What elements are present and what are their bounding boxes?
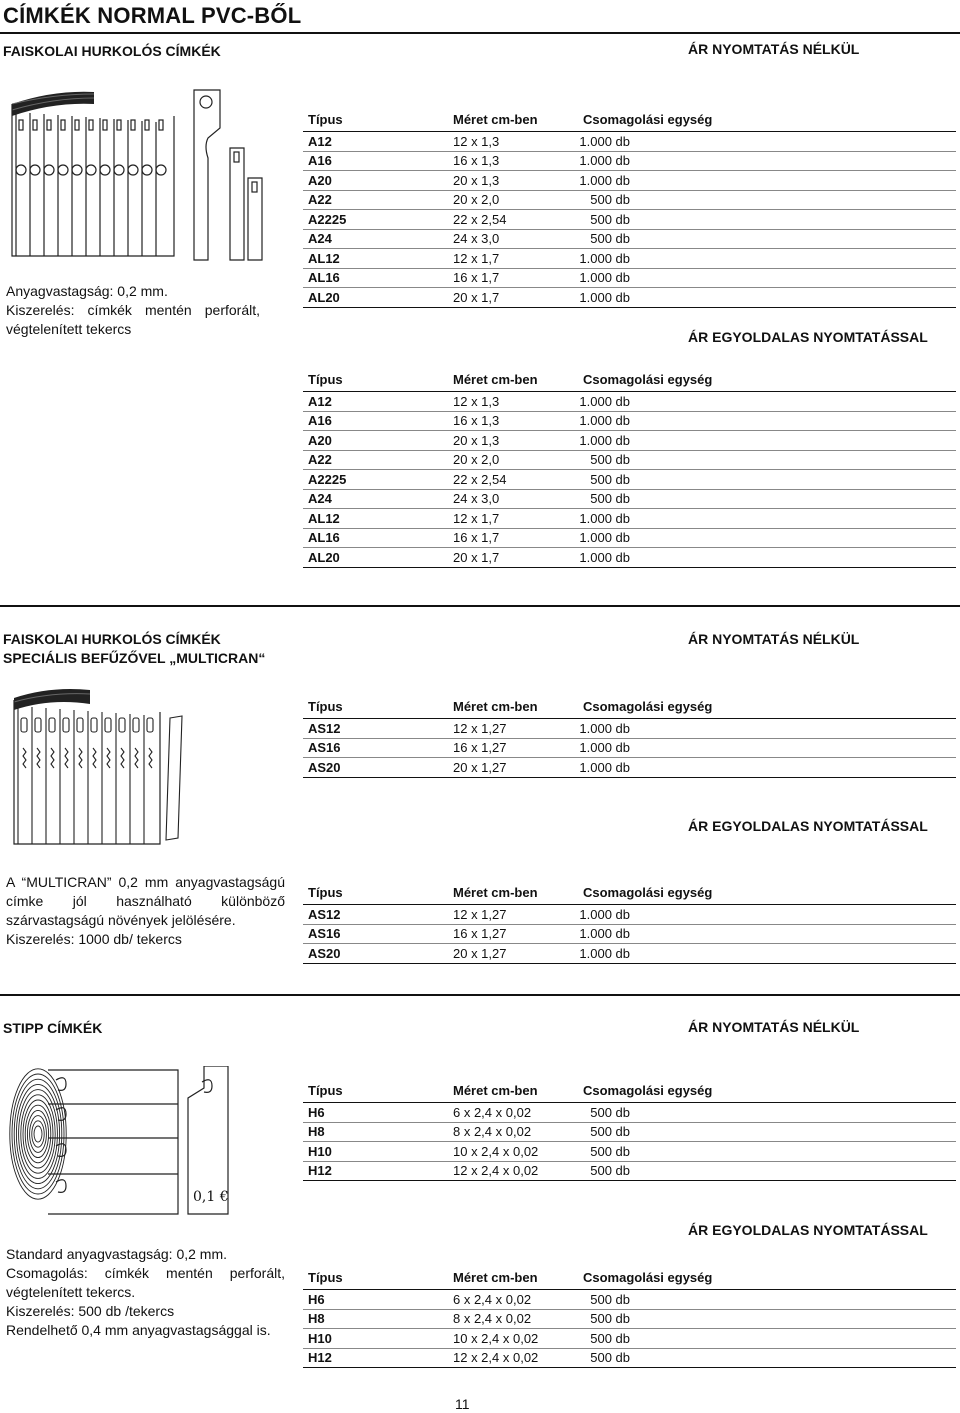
section-divider <box>0 605 960 607</box>
tag-teeth <box>121 748 124 768</box>
cell-unit-value: 1.000 db <box>579 289 630 305</box>
cell-size: 12 x 2,4 x 0,02 <box>448 1348 578 1368</box>
cell-size: 12 x 1,27 <box>448 719 578 739</box>
cell-size: 20 x 2,0 <box>448 190 578 210</box>
table-row <box>303 509 956 529</box>
cell-size: 16 x 1,7 <box>448 268 578 288</box>
tag-loop <box>156 165 166 175</box>
table-row <box>303 1309 956 1329</box>
section3-table-print <box>303 1265 956 1368</box>
tag-slot <box>105 718 111 732</box>
cell-size: 10 x 2,4 x 0,02 <box>448 1329 578 1349</box>
tag-slot <box>131 120 135 130</box>
tag-slot <box>117 120 121 130</box>
page-title: CÍMKÉK NORMAL PVC-BŐL <box>3 3 302 28</box>
cell-unit <box>578 249 956 269</box>
tag-slot <box>49 718 55 732</box>
table-row <box>303 548 956 568</box>
col-unit: Csomagolási egység <box>578 107 956 132</box>
cell-type: H6 <box>303 1103 448 1123</box>
cell-unit <box>578 392 956 412</box>
tag-loop <box>86 165 96 175</box>
cell-size: 8 x 2,4 x 0,02 <box>448 1122 578 1142</box>
roll-coil <box>12 1074 64 1194</box>
col-unit: Csomagolási egység <box>578 1078 956 1103</box>
cell-unit <box>578 489 956 509</box>
cell-type: A12 <box>303 392 448 412</box>
tag-slot <box>61 120 65 130</box>
cell-type: AS20 <box>303 944 448 964</box>
col-unit: Csomagolási egység <box>578 367 956 392</box>
table-row <box>303 905 956 925</box>
tag-teeth <box>37 748 40 768</box>
cell-unit-value: 500 db <box>590 1291 630 1307</box>
tag-teeth <box>65 748 68 768</box>
cell-unit-value: 1.000 db <box>579 250 630 266</box>
table-row <box>303 528 956 548</box>
cell-type: AL20 <box>303 288 448 308</box>
cell-type: AS12 <box>303 905 448 925</box>
cell-unit-value: 500 db <box>590 1311 630 1327</box>
section2-table-no-print <box>303 694 956 778</box>
table-row <box>303 392 956 412</box>
table-row <box>303 190 956 210</box>
cell-type: H8 <box>303 1309 448 1329</box>
col-size: Méret cm-ben <box>448 694 578 719</box>
cell-type: A2225 <box>303 470 448 490</box>
roll-coil <box>34 1126 42 1142</box>
cell-unit <box>578 905 956 925</box>
section2-label-print: ÁR EGYOLDALAS NYOMTATÁSSAL <box>688 818 928 834</box>
cell-unit <box>578 132 956 152</box>
cell-type: H12 <box>303 1348 448 1368</box>
cell-type: AL12 <box>303 249 448 269</box>
cell-size: 12 x 2,4 x 0,02 <box>448 1161 578 1181</box>
cell-size: 20 x 1,3 <box>448 431 578 451</box>
cell-size: 10 x 2,4 x 0,02 <box>448 1142 578 1162</box>
cell-unit <box>578 229 956 249</box>
table-row <box>303 210 956 230</box>
section1-description <box>6 282 260 339</box>
section2-heading-line1: FAISKOLAI HURKOLÓS CÍMKÉK <box>3 631 221 647</box>
section2-heading <box>3 630 265 668</box>
section1-label-no-print: ÁR NYOMTATÁS NÉLKÜL <box>688 41 860 57</box>
cell-type: AS16 <box>303 924 448 944</box>
tag-teeth <box>79 748 82 768</box>
cell-size: 24 x 3,0 <box>448 229 578 249</box>
cell-type: A20 <box>303 431 448 451</box>
cell-unit-value: 1.000 db <box>579 740 630 756</box>
tag-teeth <box>23 748 26 768</box>
cell-type: A16 <box>303 151 448 171</box>
tag-loop <box>114 165 124 175</box>
table-row <box>303 411 956 431</box>
cell-size: 16 x 1,27 <box>448 738 578 758</box>
tag-slot <box>63 718 69 732</box>
table-row <box>303 924 956 944</box>
roll-coil <box>21 1095 55 1173</box>
cell-size: 12 x 1,7 <box>448 509 578 529</box>
tag-slot <box>103 120 107 130</box>
multicran-roll-illustration <box>10 688 195 848</box>
stipp-tag-price: 0,1 € <box>193 1189 229 1205</box>
tag-teeth <box>149 748 152 768</box>
cell-type: H10 <box>303 1329 448 1349</box>
table-row <box>303 450 956 470</box>
cell-unit-value: 1.000 db <box>579 530 630 546</box>
section3-desc-line: Rendelhető 0,4 mm anyagvastagsággal is. <box>6 1322 271 1338</box>
section2-label-no-print: ÁR NYOMTATÁS NÉLKÜL <box>688 631 860 647</box>
cell-type: AL16 <box>303 268 448 288</box>
cell-size: 12 x 1,27 <box>448 905 578 925</box>
table-row <box>303 151 956 171</box>
cell-type: H12 <box>303 1161 448 1181</box>
cell-unit <box>578 431 956 451</box>
cell-unit <box>578 1142 956 1162</box>
section3-desc-line: Csomagolás: címkék mentén perforált, <box>6 1265 285 1281</box>
tag-slot <box>33 120 37 130</box>
cell-unit <box>578 924 956 944</box>
tag-slot <box>91 718 97 732</box>
section1-desc-line: Anyagvastagság: 0,2 mm. <box>6 283 168 299</box>
cell-type: A24 <box>303 229 448 249</box>
cell-size: 20 x 1,3 <box>448 171 578 191</box>
cell-unit-value: 1.000 db <box>579 510 630 526</box>
cell-type: AS12 <box>303 719 448 739</box>
table-row <box>303 1142 956 1162</box>
col-size: Méret cm-ben <box>448 107 578 132</box>
col-type: Típus <box>303 107 448 132</box>
section3-desc-line: Standard anyagvastagság: 0,2 mm. <box>6 1246 228 1262</box>
cell-unit <box>578 719 956 739</box>
cell-unit-value: 500 db <box>590 452 630 468</box>
cell-size: 22 x 2,54 <box>448 210 578 230</box>
cell-type: A24 <box>303 489 448 509</box>
table-row <box>303 470 956 490</box>
tag-slot <box>77 718 83 732</box>
table-row <box>303 431 956 451</box>
col-type: Típus <box>303 880 448 905</box>
cell-unit <box>578 470 956 490</box>
section3-heading: STIPP CÍMKÉK <box>3 1020 103 1036</box>
cell-type: A22 <box>303 190 448 210</box>
cell-size: 12 x 1,3 <box>448 392 578 412</box>
cell-unit-value: 1.000 db <box>579 153 630 169</box>
cell-unit-value: 1.000 db <box>579 759 630 775</box>
tag-loop <box>128 165 138 175</box>
col-unit: Csomagolási egység <box>578 694 956 719</box>
section2-desc-line: címke jól használható különböző <box>6 893 285 909</box>
section1-table-print <box>303 367 956 568</box>
section2-desc-line: A “MULTICRAN” 0,2 mm anyagvastagságú <box>6 874 285 890</box>
section3-desc-line: Kiszerelés: 500 db /tekercs <box>6 1303 175 1319</box>
section3-table-no-print <box>303 1078 956 1181</box>
page-number: 11 <box>455 1396 470 1412</box>
cell-unit <box>578 411 956 431</box>
table-row <box>303 171 956 191</box>
cell-type: A20 <box>303 171 448 191</box>
cell-unit <box>578 288 956 308</box>
cell-size: 12 x 1,7 <box>448 249 578 269</box>
tag-slot <box>145 120 149 130</box>
tag-loop <box>72 165 82 175</box>
cell-size: 20 x 1,27 <box>448 944 578 964</box>
section2-table-print <box>303 880 956 964</box>
roll-coil <box>14 1079 62 1189</box>
section2-description <box>6 873 285 949</box>
col-type: Típus <box>303 367 448 392</box>
cell-size: 16 x 1,3 <box>448 411 578 431</box>
cell-type: AL20 <box>303 548 448 568</box>
cell-type: AL16 <box>303 528 448 548</box>
tag-slot <box>35 718 41 732</box>
cell-size: 24 x 3,0 <box>448 489 578 509</box>
cell-unit-value: 500 db <box>590 192 630 208</box>
roll-coil <box>19 1090 58 1179</box>
cell-type: A2225 <box>303 210 448 230</box>
section1-desc-line: Kiszerelés: címkék mentén perforált, <box>6 302 260 318</box>
table-row <box>303 1290 956 1310</box>
table-row <box>303 758 956 778</box>
cell-size: 20 x 1,27 <box>448 758 578 778</box>
cell-type: AL12 <box>303 509 448 529</box>
table-row <box>303 944 956 964</box>
cell-size: 16 x 1,7 <box>448 528 578 548</box>
table-row <box>303 719 956 739</box>
table-row <box>303 1103 956 1123</box>
table-row <box>303 132 956 152</box>
cell-size: 16 x 1,3 <box>448 151 578 171</box>
section3-label-print: ÁR EGYOLDALAS NYOMTATÁSSAL <box>688 1222 928 1238</box>
section3-desc-line: végtelenített tekercs. <box>6 1284 136 1300</box>
cell-unit <box>578 1122 956 1142</box>
cell-type: H6 <box>303 1290 448 1310</box>
section2-desc-line: szárvastagságú növények jelölésére. <box>6 912 236 928</box>
cell-unit-value: 500 db <box>590 471 630 487</box>
cell-unit-value: 500 db <box>590 1124 630 1140</box>
cell-unit-value: 500 db <box>590 1330 630 1346</box>
cell-unit <box>578 1348 956 1368</box>
roll-coil <box>25 1105 51 1163</box>
cell-unit-value: 1.000 db <box>579 720 630 736</box>
table-row <box>303 489 956 509</box>
cell-unit-value: 1.000 db <box>579 172 630 188</box>
cell-size: 12 x 1,3 <box>448 132 578 152</box>
cell-unit-value: 1.000 db <box>579 393 630 409</box>
tag-slot <box>133 718 139 732</box>
cell-unit <box>578 944 956 964</box>
section3-description <box>6 1245 285 1340</box>
table-row <box>303 288 956 308</box>
tag-slot <box>159 120 163 130</box>
section1-heading: FAISKOLAI HURKOLÓS CÍMKÉK <box>3 43 221 59</box>
cell-type: A16 <box>303 411 448 431</box>
col-unit: Csomagolási egység <box>578 1265 956 1290</box>
cell-unit-value: 500 db <box>590 231 630 247</box>
cell-size: 6 x 2,4 x 0,02 <box>448 1103 578 1123</box>
cell-unit-value: 1.000 db <box>579 413 630 429</box>
cell-unit <box>578 548 956 568</box>
cell-unit <box>578 450 956 470</box>
cell-unit <box>578 151 956 171</box>
cell-unit-value: 1.000 db <box>579 549 630 565</box>
cell-type: AS20 <box>303 758 448 778</box>
col-size: Méret cm-ben <box>448 1078 578 1103</box>
cell-unit <box>578 171 956 191</box>
tag-loop <box>58 165 68 175</box>
table-row <box>303 1122 956 1142</box>
table-row <box>303 268 956 288</box>
cell-unit <box>578 758 956 778</box>
cell-unit <box>578 528 956 548</box>
col-type: Típus <box>303 694 448 719</box>
cell-size: 22 x 2,54 <box>448 470 578 490</box>
cell-unit-value: 500 db <box>590 1143 630 1159</box>
cell-size: 20 x 1,7 <box>448 548 578 568</box>
cell-type: AS16 <box>303 738 448 758</box>
table-row <box>303 249 956 269</box>
tag-slot <box>19 120 23 130</box>
cell-unit-value: 500 db <box>590 1163 630 1179</box>
table-row <box>303 1329 956 1349</box>
table-row <box>303 229 956 249</box>
cell-size: 6 x 2,4 x 0,02 <box>448 1290 578 1310</box>
cell-type: A22 <box>303 450 448 470</box>
col-type: Típus <box>303 1265 448 1290</box>
cell-unit-value: 500 db <box>590 211 630 227</box>
tag-slot <box>47 120 51 130</box>
cell-size: 20 x 2,0 <box>448 450 578 470</box>
tag-slot <box>21 718 27 732</box>
section-divider <box>0 994 960 996</box>
cell-unit-value: 1.000 db <box>579 945 630 961</box>
cell-unit-value: 1.000 db <box>579 133 630 149</box>
tag-loop <box>16 165 26 175</box>
tag-loop <box>44 165 54 175</box>
tag-loop <box>100 165 110 175</box>
section2-heading-line2: SPECIÁLIS BEFŰZŐVEL „MULTICRAN“ <box>3 650 266 666</box>
col-size: Méret cm-ben <box>448 1265 578 1290</box>
cell-unit-value: 1.000 db <box>579 270 630 286</box>
roll-coil <box>27 1110 48 1157</box>
loop-tag-roll-illustration <box>8 88 270 268</box>
cell-unit <box>578 1329 956 1349</box>
title-rule <box>0 32 960 34</box>
cell-unit <box>578 1161 956 1181</box>
tag-teeth <box>51 748 54 768</box>
tag-slot <box>119 718 125 732</box>
section1-label-print: ÁR EGYOLDALAS NYOMTATÁSSAL <box>688 329 928 345</box>
tag-teeth <box>107 748 110 768</box>
table-row <box>303 1348 956 1368</box>
cell-unit-value: 500 db <box>590 491 630 507</box>
tag-teeth <box>93 748 96 768</box>
cell-unit <box>578 190 956 210</box>
section2-desc-line: Kiszerelés: 1000 db/ tekercs <box>6 931 182 947</box>
cell-size: 8 x 2,4 x 0,02 <box>448 1309 578 1329</box>
section3-label-no-print: ÁR NYOMTATÁS NÉLKÜL <box>688 1019 860 1035</box>
tag-slot <box>89 120 93 130</box>
cell-unit <box>578 509 956 529</box>
cell-type: H8 <box>303 1122 448 1142</box>
cell-unit <box>578 210 956 230</box>
col-type: Típus <box>303 1078 448 1103</box>
cell-unit-value: 500 db <box>590 1104 630 1120</box>
cell-unit-value: 500 db <box>590 1350 630 1366</box>
cell-size: 20 x 1,7 <box>448 288 578 308</box>
section1-desc-line: végtelenített tekercs <box>6 321 132 337</box>
tag-slot <box>147 718 153 732</box>
cell-size: 16 x 1,27 <box>448 924 578 944</box>
table-row <box>303 1161 956 1181</box>
cell-unit <box>578 1309 956 1329</box>
cell-type: H10 <box>303 1142 448 1162</box>
col-size: Méret cm-ben <box>448 367 578 392</box>
tag-loop <box>30 165 40 175</box>
cell-type: A12 <box>303 132 448 152</box>
cell-unit-value: 1.000 db <box>579 432 630 448</box>
cell-unit <box>578 1290 956 1310</box>
cell-unit-value: 1.000 db <box>579 906 630 922</box>
cell-unit <box>578 268 956 288</box>
col-unit: Csomagolási egység <box>578 880 956 905</box>
tag-loop <box>142 165 152 175</box>
cell-unit-value: 1.000 db <box>579 926 630 942</box>
cell-unit <box>578 738 956 758</box>
tag-slot <box>75 120 79 130</box>
col-size: Méret cm-ben <box>448 880 578 905</box>
cell-unit <box>578 1103 956 1123</box>
tag-teeth <box>135 748 138 768</box>
section1-table-no-print <box>303 107 956 308</box>
table-row <box>303 738 956 758</box>
